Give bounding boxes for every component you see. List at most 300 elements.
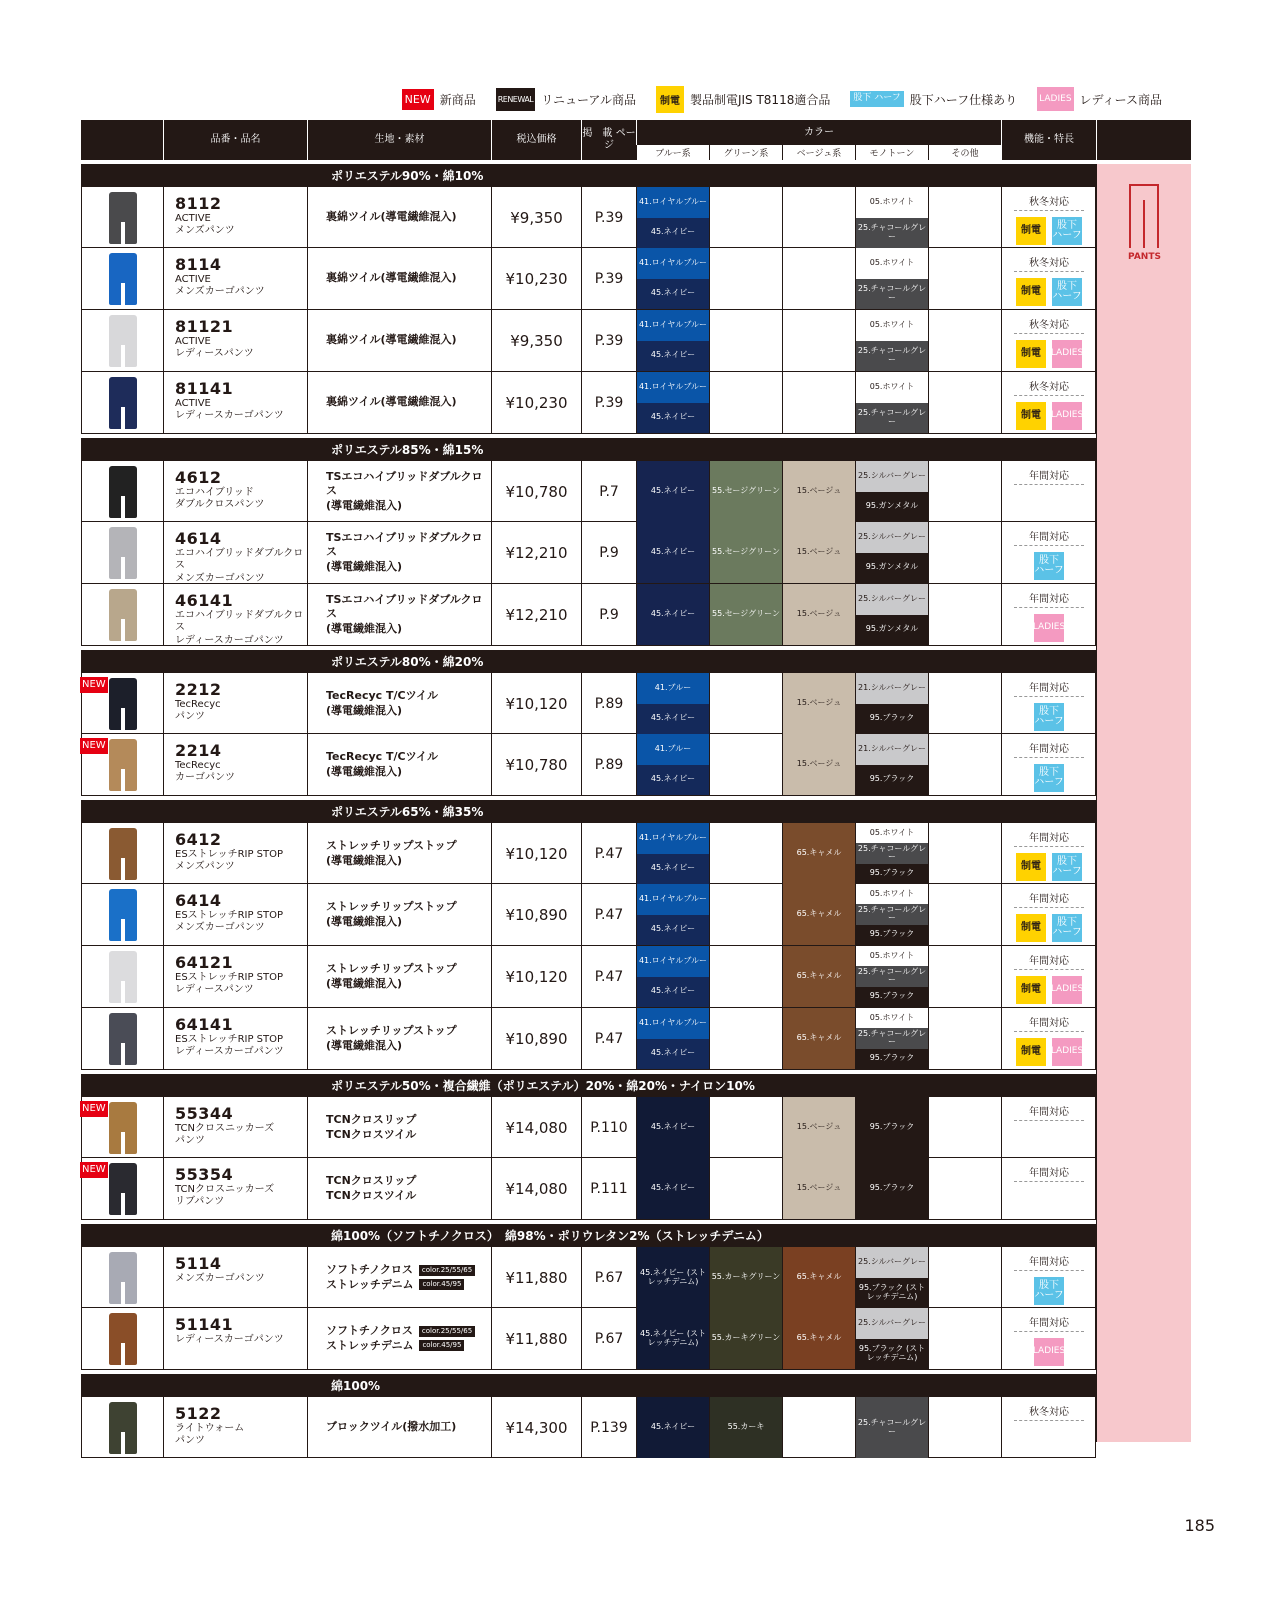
color-column	[783, 946, 856, 1007]
product-number: 46141	[175, 591, 234, 610]
header-color-sub: ブルー系	[636, 145, 709, 160]
color-column	[929, 823, 1002, 884]
group-heading: 綿100%	[81, 1374, 1096, 1396]
mata-badge: 股下 ハーフ	[1034, 764, 1064, 792]
color-column	[856, 1097, 929, 1158]
material	[308, 884, 492, 945]
season-label: 秋冬対応	[1014, 378, 1084, 396]
color-column	[929, 522, 1002, 583]
color-swatch: 65.キャメル	[783, 823, 855, 884]
material-line	[326, 333, 491, 347]
color-column	[783, 187, 856, 248]
material	[308, 522, 492, 583]
pants-image	[109, 253, 137, 305]
color-column	[856, 584, 929, 645]
features	[1001, 372, 1097, 433]
color-column	[856, 734, 929, 795]
color-column	[710, 1008, 783, 1069]
product-series: ライトウォーム	[175, 1422, 245, 1434]
product-type: ダブルクロスパンツ	[175, 499, 265, 511]
color-column	[637, 187, 710, 248]
color-swatch: 05.ホワイト	[856, 187, 928, 218]
product-type: レディースカーゴパンツ	[175, 634, 284, 646]
product-name	[164, 1397, 308, 1458]
color-column	[856, 187, 929, 248]
color-swatch: 55.セージグリーン	[710, 584, 782, 645]
material	[308, 1308, 492, 1369]
color-column	[637, 673, 710, 734]
price: ¥10,890	[492, 884, 582, 945]
feature-badges	[1016, 976, 1082, 1004]
product-table	[81, 120, 1191, 1458]
color-column	[856, 1158, 929, 1219]
material-name: (導電繊維混入)	[326, 853, 403, 867]
color-swatch: 25.シルバーグレー	[856, 522, 928, 553]
pants-image	[109, 889, 137, 941]
color-column	[710, 584, 783, 645]
price: ¥10,780	[492, 461, 582, 522]
product-type: メンズパンツ	[175, 861, 235, 873]
lad-badge: LADIES	[1034, 1338, 1064, 1366]
pants-image	[109, 1013, 137, 1065]
material-line	[326, 900, 491, 914]
product-number: 51141	[175, 1315, 234, 1334]
product-series: TCNクロスニッカーズ	[175, 1122, 275, 1134]
product-name	[164, 1158, 308, 1219]
material-line	[326, 531, 491, 560]
price: ¥14,300	[492, 1397, 582, 1458]
material-line	[326, 1024, 491, 1038]
lad-badge: LADIES	[1052, 402, 1082, 430]
season-label: 年間対応	[1014, 740, 1084, 758]
legend-label: レディース商品	[1079, 92, 1162, 107]
material-line	[326, 1039, 491, 1053]
material-line	[326, 1339, 491, 1353]
color-swatch: 45.ネイビー	[637, 522, 709, 583]
material-name: TCNクロスリップ	[326, 1113, 417, 1127]
page-ref: P.47	[582, 884, 637, 945]
color-swatch: 05.ホワイト	[856, 823, 928, 843]
color-column	[929, 372, 1002, 433]
pants-image	[109, 1163, 137, 1215]
product-image	[82, 1397, 164, 1458]
product-series: TecRecyc	[175, 698, 221, 710]
table-row	[81, 1246, 1096, 1308]
sei-badge: 制電	[1016, 217, 1046, 245]
product-image	[82, 461, 164, 522]
color-swatch: 25.チャコールグレー	[856, 218, 928, 249]
color-column	[710, 248, 783, 309]
sei-badge: 制電	[1016, 1038, 1046, 1066]
material	[308, 584, 492, 645]
color-swatch: 41.ロイヤルブルー	[637, 884, 709, 915]
color-swatch: 41.ロイヤルブルー	[637, 248, 709, 279]
category-label: PANTS	[1128, 252, 1161, 262]
legend-label: 製品制電JIS T8118適合品	[689, 92, 831, 107]
product-number: 2212	[175, 680, 222, 699]
color-column	[783, 823, 856, 884]
table-row	[81, 946, 1096, 1008]
material-name: TSエコハイブリッドダブルクロス	[326, 593, 483, 621]
color-column	[929, 734, 1002, 795]
color-column	[783, 310, 856, 371]
product-image	[82, 310, 164, 371]
color-swatch: 95.ブラック	[856, 1158, 928, 1219]
color-column	[710, 1158, 783, 1219]
color-swatch: 65.キャメル	[783, 1308, 855, 1369]
feature-badges	[1034, 1338, 1064, 1366]
season-label: 秋冬対応	[1014, 193, 1084, 211]
color-column	[637, 884, 710, 945]
material-line	[326, 1113, 491, 1127]
lad-badge: LADIES	[1052, 1038, 1082, 1066]
product-number: 55344	[175, 1104, 234, 1123]
page-ref: P.39	[582, 248, 637, 309]
header-color: カラー	[636, 120, 1001, 145]
table-header	[81, 120, 1191, 160]
color-swatch: 55.カーキグリーン	[710, 1308, 782, 1369]
table-row	[81, 522, 1096, 584]
product-type: メンズパンツ	[175, 225, 235, 237]
product-type: メンズカーゴパンツ	[175, 572, 265, 584]
feature-badges	[1016, 340, 1082, 368]
color-column	[710, 1247, 783, 1308]
color-column	[929, 1397, 1002, 1458]
features	[1001, 884, 1097, 945]
color-column	[856, 673, 929, 734]
color-swatch: 65.キャメル	[783, 1008, 855, 1069]
product-type: レディースカーゴパンツ	[175, 1333, 284, 1345]
product-number: 5122	[175, 1404, 222, 1423]
color-column	[783, 734, 856, 795]
color-column	[637, 1158, 710, 1219]
table-row	[81, 734, 1096, 796]
mata-badge: 股下 ハーフ	[1052, 217, 1082, 245]
material-name: TCNクロスツイル	[326, 1127, 417, 1141]
table-row	[81, 884, 1096, 946]
color-column	[783, 522, 856, 583]
header-color-sub: グリーン系	[709, 145, 782, 160]
color-column	[637, 522, 710, 583]
color-column	[783, 461, 856, 522]
material-name: (導電繊維混入)	[326, 621, 403, 635]
product-number: 8112	[175, 194, 222, 213]
material-name: ストレッチリップストップ	[326, 900, 457, 914]
color-swatch: 05.ホワイト	[856, 310, 928, 341]
material-name: ストレッチリップストップ	[326, 839, 457, 853]
page-ref: P.67	[582, 1247, 637, 1308]
color-column	[710, 946, 783, 1007]
color-column	[929, 187, 1002, 248]
pants-image	[109, 589, 137, 641]
product-image	[82, 187, 164, 248]
product-image	[82, 1308, 164, 1369]
material-name: (導電繊維混入)	[326, 1038, 403, 1052]
pants-image	[109, 315, 137, 367]
product-image	[82, 884, 164, 945]
feature-badges	[1016, 402, 1082, 430]
material-line	[326, 962, 491, 976]
product-name	[164, 187, 308, 248]
product-type: メンズカーゴパンツ	[175, 922, 265, 934]
new-badge: NEW	[80, 1101, 108, 1117]
color-column	[929, 248, 1002, 309]
pants-image	[109, 828, 137, 880]
material-name: ストレッチデニム	[326, 1277, 414, 1291]
pants-icon	[1129, 184, 1159, 248]
color-column	[637, 248, 710, 309]
product-name	[164, 823, 308, 884]
feature-badges	[1034, 614, 1064, 642]
table-row	[81, 248, 1096, 310]
product-number: 4612	[175, 468, 222, 487]
season-label: 年間対応	[1014, 890, 1084, 908]
feature-badges	[1016, 853, 1082, 881]
color-column	[929, 1097, 1002, 1158]
color-column	[637, 310, 710, 371]
material	[308, 673, 492, 734]
material	[308, 248, 492, 309]
color-column	[710, 1308, 783, 1369]
color-swatch: 41.ロイヤルブルー	[637, 1008, 709, 1039]
sei-badge: 制電	[1016, 340, 1046, 368]
material-color-tag: color.25/55/65	[419, 1265, 475, 1276]
legend-badge: NEW	[402, 89, 434, 110]
legend-badge: RENEWAL	[496, 88, 536, 111]
color-column	[856, 1308, 929, 1369]
color-column	[783, 248, 856, 309]
color-column	[856, 884, 929, 945]
page-ref: P.39	[582, 372, 637, 433]
page-ref: P.39	[582, 187, 637, 248]
material-name: (導電繊維混入)	[326, 559, 403, 573]
color-swatch: 25.チャコールグレー	[856, 341, 928, 372]
features	[1001, 310, 1097, 371]
mata-badge: 股下 ハーフ	[1034, 552, 1064, 580]
season-label: 年間対応	[1014, 679, 1084, 697]
color-column	[637, 734, 710, 795]
season-label: 年間対応	[1014, 1314, 1084, 1332]
color-swatch: 41.ブルー	[637, 734, 709, 765]
header-color-sub: モノトーン	[855, 145, 928, 160]
legend-label: リニューアル商品	[541, 92, 636, 107]
legend-item	[496, 88, 636, 111]
color-column	[710, 187, 783, 248]
product-series: ESストレッチRIP STOP	[175, 848, 284, 860]
material-line	[326, 854, 491, 868]
color-column	[856, 1247, 929, 1308]
color-column	[929, 310, 1002, 371]
page-ref: P.89	[582, 673, 637, 734]
product-name	[164, 884, 308, 945]
product-type: レディースカーゴパンツ	[175, 1046, 284, 1058]
product-name	[164, 1097, 308, 1158]
pants-image	[109, 1102, 137, 1154]
price: ¥10,230	[492, 372, 582, 433]
material-name: ソフトチノクロス	[326, 1324, 413, 1338]
material-line	[326, 271, 491, 285]
product-name	[164, 1008, 308, 1069]
season-label: 年間対応	[1014, 952, 1084, 970]
product-image	[82, 584, 164, 645]
product-name	[164, 248, 308, 309]
color-column	[783, 1008, 856, 1069]
color-column	[637, 1008, 710, 1069]
price: ¥10,890	[492, 1008, 582, 1069]
color-column	[637, 584, 710, 645]
material-line	[326, 622, 491, 636]
season-label: 年間対応	[1014, 1103, 1084, 1121]
color-swatch: 15.ベージュ	[783, 584, 855, 645]
product-type: レディースカーゴパンツ	[175, 410, 284, 422]
color-column	[637, 823, 710, 884]
color-column	[637, 1097, 710, 1158]
season-label: 年間対応	[1014, 528, 1084, 546]
color-swatch: 15.ベージュ	[783, 461, 855, 522]
color-swatch: 21.シルバーグレー	[856, 734, 928, 765]
season-label: 年間対応	[1014, 829, 1084, 847]
page-ref: P.9	[582, 584, 637, 645]
color-swatch: 95.ブラック	[856, 925, 928, 945]
material	[308, 1097, 492, 1158]
color-column	[710, 673, 783, 734]
material-line	[326, 689, 491, 703]
material-name: TSエコハイブリッドダブルクロス	[326, 470, 483, 498]
color-column	[783, 372, 856, 433]
legend-badge: LADIES	[1037, 87, 1073, 111]
features	[1001, 1158, 1097, 1219]
material	[308, 1247, 492, 1308]
features	[1001, 461, 1097, 522]
color-swatch: 15.ベージュ	[783, 1158, 855, 1219]
color-swatch: 25.チャコールグレー	[856, 966, 928, 986]
material	[308, 946, 492, 1007]
color-swatch: 65.キャメル	[783, 946, 855, 1007]
product-series: ACTIVE	[175, 273, 211, 285]
product-type: レディースパンツ	[175, 984, 254, 996]
header-color-sub: ベージュ系	[782, 145, 855, 160]
material	[308, 310, 492, 371]
material-color-tag: color.45/95	[419, 1340, 464, 1351]
material-line	[326, 750, 491, 764]
material-name: TecRecyc T/Cツイル	[326, 689, 439, 703]
table-row	[81, 372, 1096, 434]
page-ref: P.39	[582, 310, 637, 371]
color-column	[929, 1158, 1002, 1219]
product-series: ESストレッチRIP STOP	[175, 1033, 284, 1045]
color-swatch: 41.ロイヤルブルー	[637, 187, 709, 218]
color-swatch: 45.ネイビー (ストレッチデニム)	[637, 1247, 709, 1308]
color-swatch: 15.ベージュ	[783, 522, 855, 583]
material-line	[326, 560, 491, 574]
material-name: TSエコハイブリッドダブルクロス	[326, 531, 483, 559]
color-column	[783, 884, 856, 945]
color-column	[710, 1397, 783, 1458]
product-name	[164, 673, 308, 734]
feature-badges	[1016, 914, 1082, 942]
color-column	[710, 823, 783, 884]
color-swatch: 95.ブラック (ストレッチデニム)	[856, 1339, 928, 1370]
color-swatch: 45.ネイビー	[637, 279, 709, 310]
color-column	[710, 372, 783, 433]
product-image	[82, 522, 164, 583]
material-line	[326, 210, 491, 224]
page-ref: P.110	[582, 1097, 637, 1158]
color-column	[929, 1308, 1002, 1369]
product-number: 5114	[175, 1254, 222, 1273]
pants-image	[109, 1252, 137, 1304]
color-swatch: 45.ネイビー	[637, 341, 709, 372]
group-heading: 綿100%（ソフトチノクロス） 綿98%・ポリウレタン2%（ストレッチデニム）	[81, 1224, 1096, 1246]
new-badge: NEW	[80, 677, 108, 693]
product-type: パンツ	[175, 711, 205, 723]
product-series: ACTIVE	[175, 212, 211, 224]
material-name: TCNクロスツイル	[326, 1188, 417, 1202]
product-name	[164, 734, 308, 795]
color-column	[783, 673, 856, 734]
price: ¥10,120	[492, 946, 582, 1007]
color-swatch: 15.ベージュ	[783, 734, 855, 795]
legend-item	[1037, 87, 1162, 111]
pants-image	[109, 377, 137, 429]
color-swatch: 95.ブラック	[856, 704, 928, 735]
price: ¥9,350	[492, 187, 582, 248]
color-column	[783, 584, 856, 645]
color-column	[929, 673, 1002, 734]
features	[1001, 946, 1097, 1007]
color-column	[856, 372, 929, 433]
product-type: メンズカーゴパンツ	[175, 1272, 265, 1284]
features	[1001, 187, 1097, 248]
color-swatch: 41.ロイヤルブルー	[637, 310, 709, 341]
color-column	[637, 461, 710, 522]
material	[308, 187, 492, 248]
product-series: ACTIVE	[175, 335, 211, 347]
product-name	[164, 1308, 308, 1369]
product-number: 6414	[175, 891, 222, 910]
product-name	[164, 372, 308, 433]
material-name: ストレッチデニム	[326, 1338, 414, 1352]
product-type: カーゴパンツ	[175, 772, 235, 784]
table-row	[81, 186, 1096, 248]
legend-label: 新商品	[439, 92, 476, 107]
material-line	[326, 395, 491, 409]
color-swatch: 95.ブラック	[856, 1049, 928, 1069]
season-label: 年間対応	[1014, 467, 1084, 485]
page-ref: P.47	[582, 946, 637, 1007]
feature-badges	[1016, 278, 1082, 306]
color-swatch: 45.ネイビー	[637, 403, 709, 434]
feature-badges	[1016, 217, 1082, 245]
table-row	[81, 1396, 1096, 1458]
material-line	[326, 593, 491, 622]
product-series: エコハイブリッドダブルクロス	[175, 609, 304, 634]
group-heading: ポリエステル80%・綿20%	[81, 650, 1096, 672]
legend-label: 股下ハーフ仕様あり	[909, 92, 1018, 107]
lad-badge: LADIES	[1052, 340, 1082, 368]
product-series: TCNクロスニッカーズ	[175, 1183, 275, 1195]
color-swatch: 05.ホワイト	[856, 884, 928, 904]
pants-image	[109, 951, 137, 1003]
color-column	[637, 1397, 710, 1458]
color-swatch: 41.ブルー	[637, 673, 709, 704]
page-ref: P.9	[582, 522, 637, 583]
legend-badge: 股下 ハーフ	[850, 91, 903, 107]
product-series: TecRecyc	[175, 759, 221, 771]
material-line	[326, 1420, 491, 1434]
table-row	[81, 672, 1096, 734]
material-line	[326, 704, 491, 718]
